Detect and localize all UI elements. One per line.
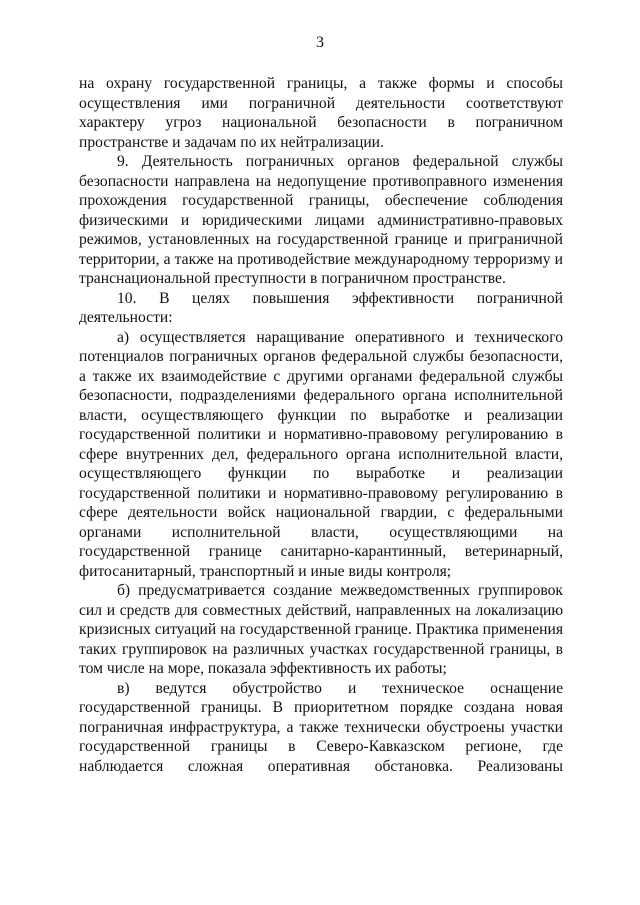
page-number: 3	[316, 34, 324, 51]
body-text	[79, 74, 563, 776]
paragraph-10b: б) предусматривается создание межведомственных группировок сил и средств для совместных действий, направленных на локализацию кризисных ситуаций на государственной границе. Практика применения таких группировок на различных участках государственной границы, в том числе на море, показала эффективность их работы;	[79, 582, 563, 677]
paragraph-9: 9. Деятельность пограничных органов федеральной службы безопасности направлена на недопущение противоправного изменения прохождения государственной границы, обеспечение соблюдения физическими и юридическими лицами административно-правовых режимов, установленных на государственной границе и приграничной территории, а также на противодействие международному терроризму и транснациональной преступности в пограничном пространстве.	[79, 153, 563, 287]
paragraph-10: 10. В целях повышения эффективности пограничной деятельности:	[79, 289, 563, 326]
paragraph-10v: в) ведутся обустройство и техническое оснащение государственной границы. В приоритетном порядке создана новая пограничная инфраструктура, а также технически обустроены участки государственной границы в Северо-Кавказском регионе, где наблюдается сложная оперативная обстановка. Реализованы	[79, 679, 563, 775]
paragraph-continuation: на охрану государственной границы, а также формы и способы осуществления ими пограничной деятельности соответствуют характеру угроз национальной безопасности в пограничном пространстве и задачам по их нейтрализации.	[79, 75, 563, 151]
paragraph-10a: а) осуществляется наращивание оперативного и технического потенциалов пограничных органов федеральной службы безопасности, а также их взаимодействие с другими органами федеральной службы безопасности, подразделениями федерального органа исполнительной власти, осуществляющего функции по выработке и реализации государственной политики и нормативно-правовому регулированию в сфере внутренних дел, федерального органа исполнительной власти, осуществляющего функции по выработке и реализации государственной политики и нормативно-правовому регулированию в сфере деятельности войск национальной гвардии, с федеральными органами исполнительной власти, осуществляющими на государственной границе санитарно-карантинный, ветеринарный, фитосанитарный, транспортный и иные виды контроля;	[79, 328, 563, 580]
